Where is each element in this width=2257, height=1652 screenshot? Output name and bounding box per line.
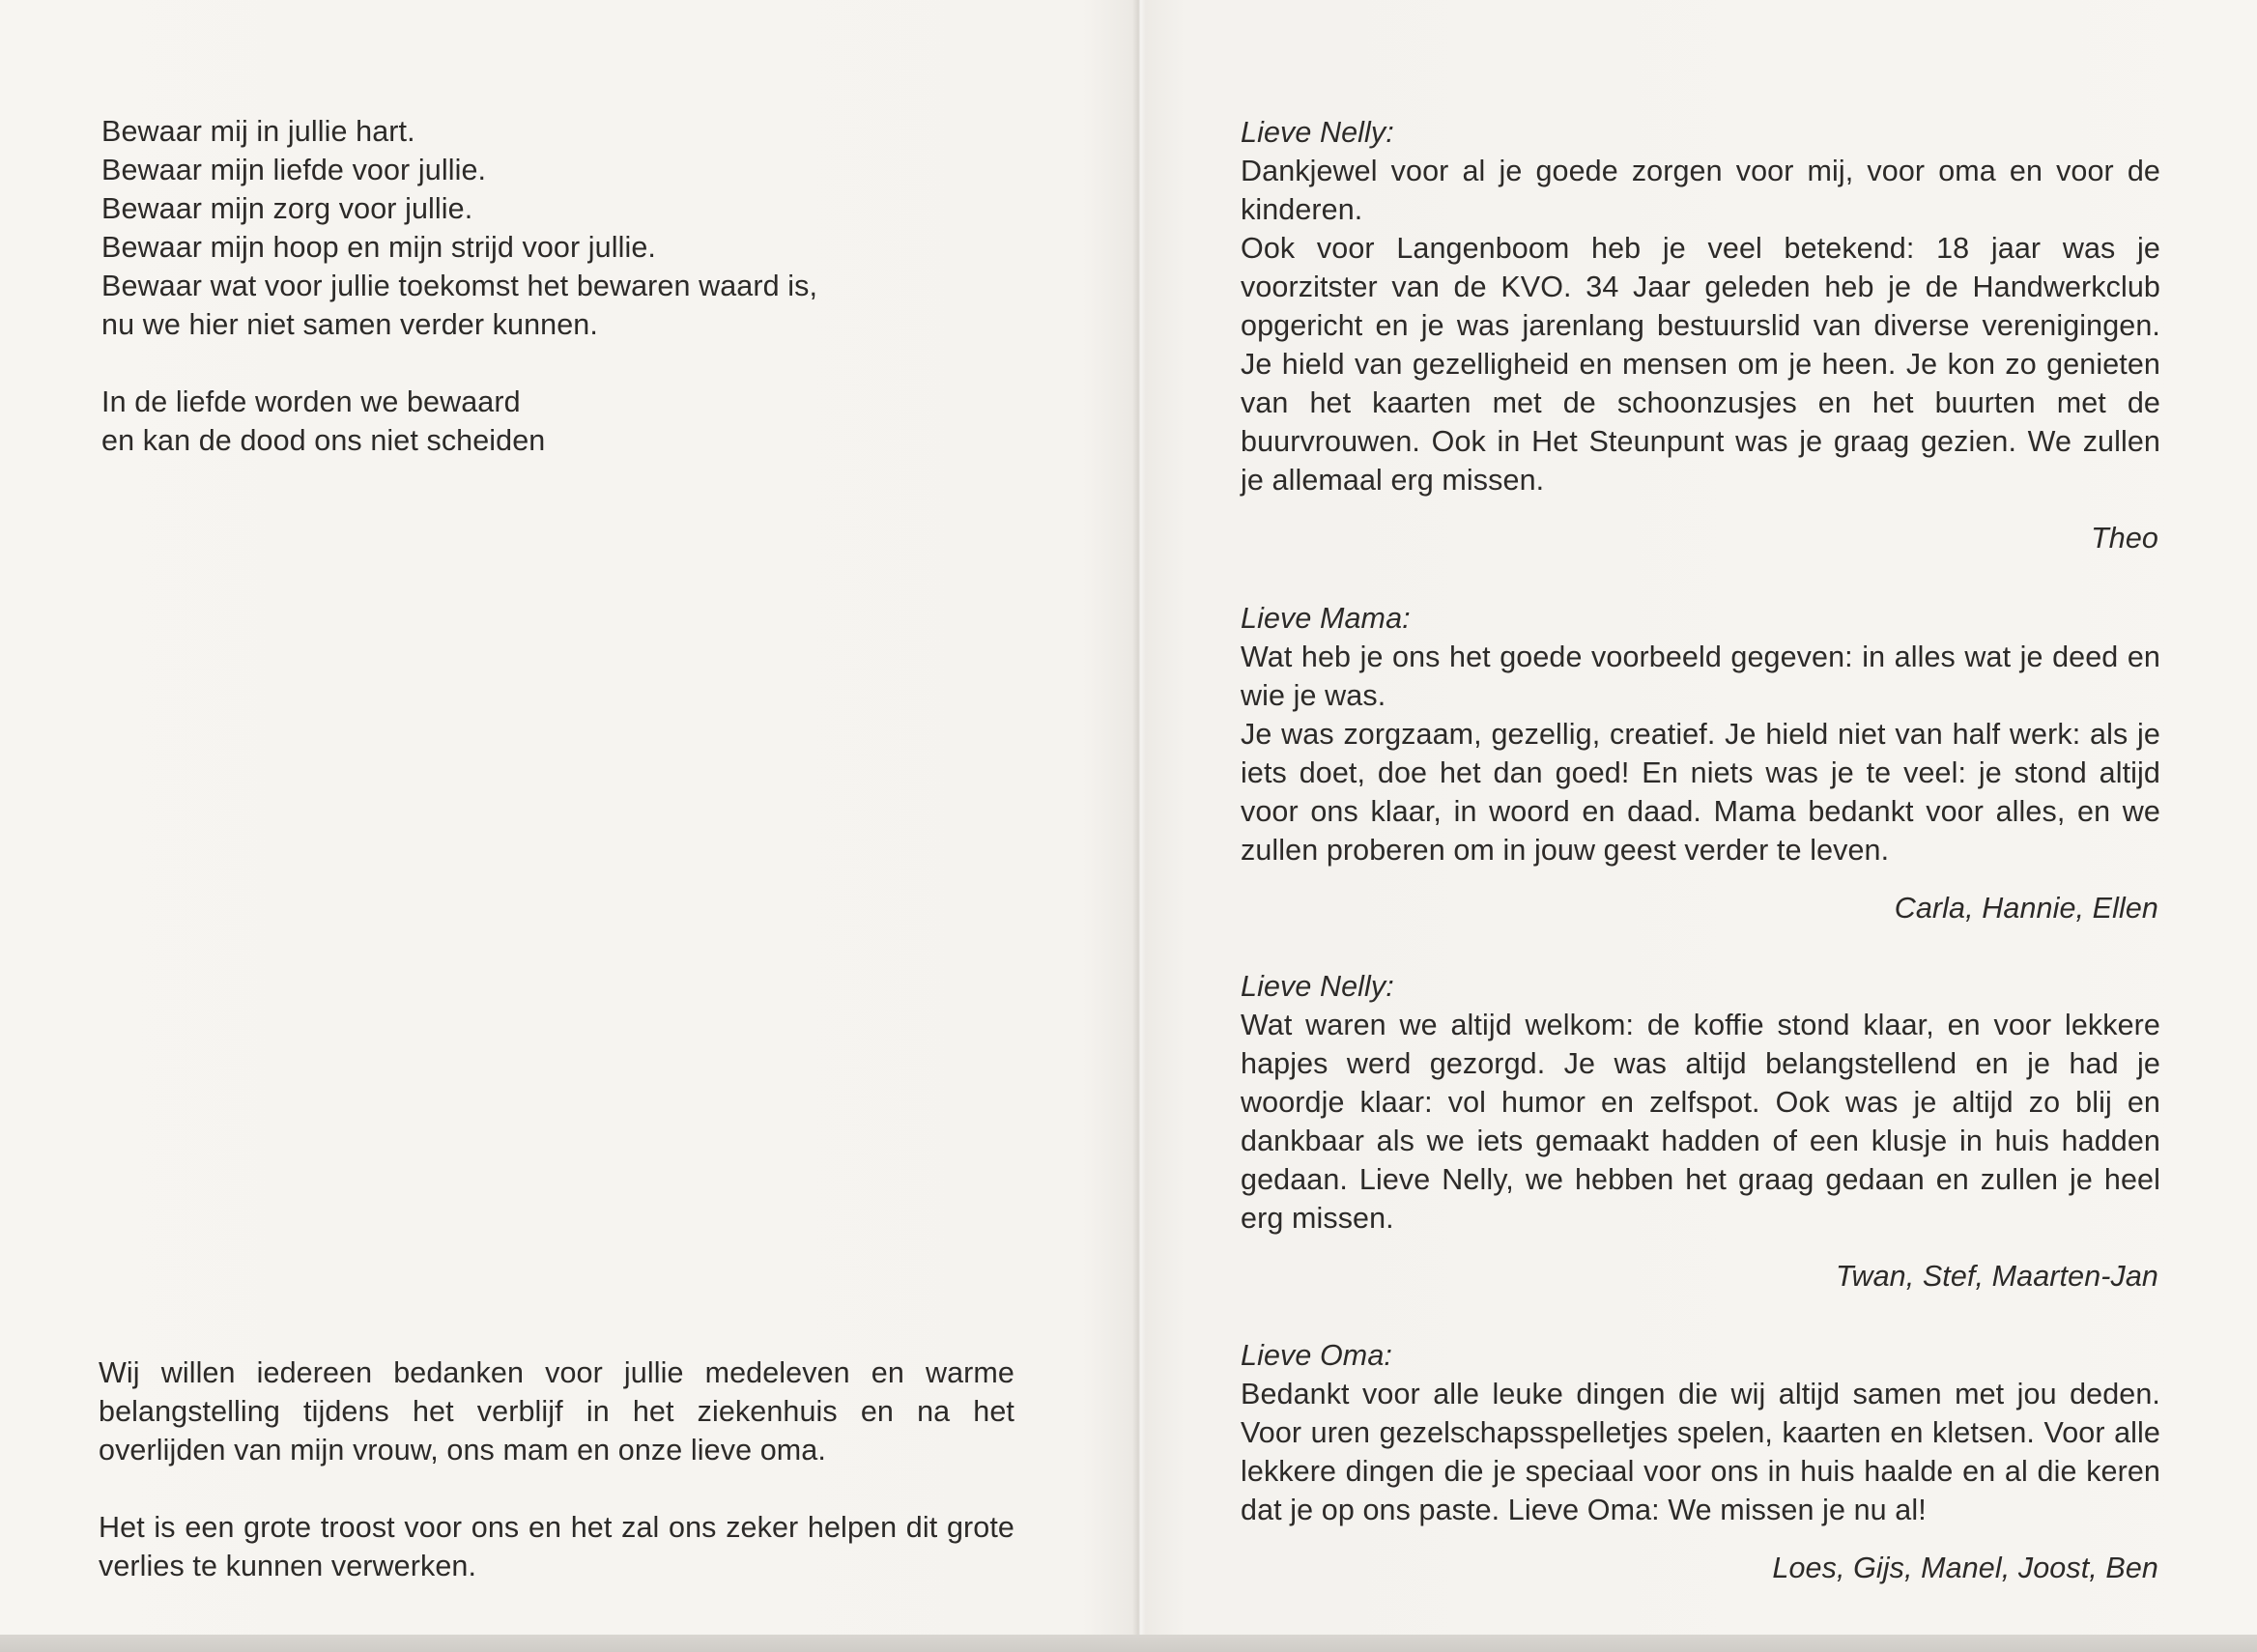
- scan-bottom-edge: [0, 1635, 2257, 1652]
- poem-line: Bewaar wat voor jullie toekomst het bewaren waard is,: [101, 270, 818, 302]
- poem-line: Bewaar mijn zorg voor jullie.: [101, 192, 473, 225]
- poem-closing-line: en kan de dood ons niet scheiden: [101, 424, 546, 457]
- message-paragraph: Je was zorgzaam, gezellig, creatief. Je hield niet van half werk: als je iets doet, doe het dan goed! En niets was je te veel: je stond altijd voor ons klaar, in woord en daad. Mama bedankt voor alles, en we zullen proberen om in jouw geest verder te leven.: [1241, 718, 2160, 867]
- poem-line: Bewaar mijn hoop en mijn strijd voor jullie.: [101, 231, 656, 264]
- poem-closing-line: In de liefde worden we bewaard: [101, 385, 521, 418]
- thank-you-paragraph: Het is een grote troost voor ons en het zal ons zeker helpen dit grote verlies te kunnen verwerken.: [99, 1511, 1014, 1582]
- message-signature: Theo: [2091, 522, 2158, 555]
- left-page: [0, 0, 1132, 1635]
- message-body: [1241, 1006, 2160, 1238]
- message-paragraph: Wat heb je ons het goede voorbeeld gegeven: in alles wat je deed en wie je was.: [1241, 641, 2160, 712]
- poem-stanza-gap: [101, 344, 1019, 383]
- message-salutation: Lieve Mama:: [1241, 602, 1411, 635]
- message-body: [1241, 1375, 2160, 1529]
- poem-line: Bewaar mij in jullie hart.: [101, 115, 415, 148]
- message-sons-in-law: [1241, 967, 2160, 1296]
- message-theo: [1241, 113, 2160, 557]
- thank-you-note: [99, 1353, 1014, 1624]
- message-salutation: Lieve Oma:: [1241, 1339, 1392, 1372]
- message-signature: Twan, Stef, Maarten-Jan: [1836, 1260, 2158, 1293]
- message-paragraph: Wat waren we altijd welkom: de koffie stond klaar, en voor lekkere hapjes werd gezorgd. Je was altijd belangstellend en je had je woordje klaar: vol humor en zelfspot. Ook was je altijd zo blij en dankbaar als we iets gemaakt hadden of een klusje in huis hadden gedaan. Lieve Nelly, we hebben het graag gedaan en zullen je heel erg missen.: [1241, 1009, 2160, 1235]
- message-daughters: [1241, 599, 2160, 927]
- poem-line: nu we hier niet samen verder kunnen.: [101, 308, 598, 341]
- message-signature: Carla, Hannie, Ellen: [1894, 892, 2158, 925]
- thank-you-paragraph: Wij willen iedereen bedanken voor jullie medeleven en warme belangstelling tijdens het verblijf in het ziekenhuis en na het overlijden van mijn vrouw, ons mam en onze lieve oma.: [99, 1356, 1014, 1467]
- message-paragraph: Ook voor Langenboom heb je veel betekend: 18 jaar was je voorzitster van de KVO. 34 Jaar geleden heb je de Handwerkclub opgericht en je was jarenlang bestuurslid van diverse verenigingen. Je hield van gezelligheid en mensen om je heen. Je kon zo genieten van het kaarten met de schoonzusjes en het buurten met de buurvrouwen. Ook in Het Steunpunt was je graag gezien. We zullen je allemaal erg missen.: [1241, 232, 2160, 497]
- poem: [101, 112, 1019, 460]
- message-body: [1241, 152, 2160, 499]
- center-fold: [1132, 0, 1146, 1638]
- message-grandchildren: [1241, 1336, 2160, 1587]
- message-paragraph: Bedankt voor alle leuke dingen die wij altijd samen met jou deden. Voor uren gezelschapsspelletjes spelen, kaarten en kletsen. Voor alle lekkere dingen die je speciaal voor ons in huis haalde en al die keren dat je op ons paste. Lieve Oma: We missen je nu al!: [1241, 1378, 2160, 1526]
- message-salutation: Lieve Nelly:: [1241, 970, 1394, 1003]
- message-signature: Loes, Gijs, Manel, Joost, Ben: [1772, 1552, 2158, 1584]
- message-salutation: Lieve Nelly:: [1241, 116, 1394, 149]
- message-paragraph: Dankjewel voor al je goede zorgen voor mij, voor oma en voor de kinderen.: [1241, 155, 2160, 226]
- message-body: [1241, 638, 2160, 869]
- poem-line: Bewaar mijn liefde voor jullie.: [101, 154, 487, 186]
